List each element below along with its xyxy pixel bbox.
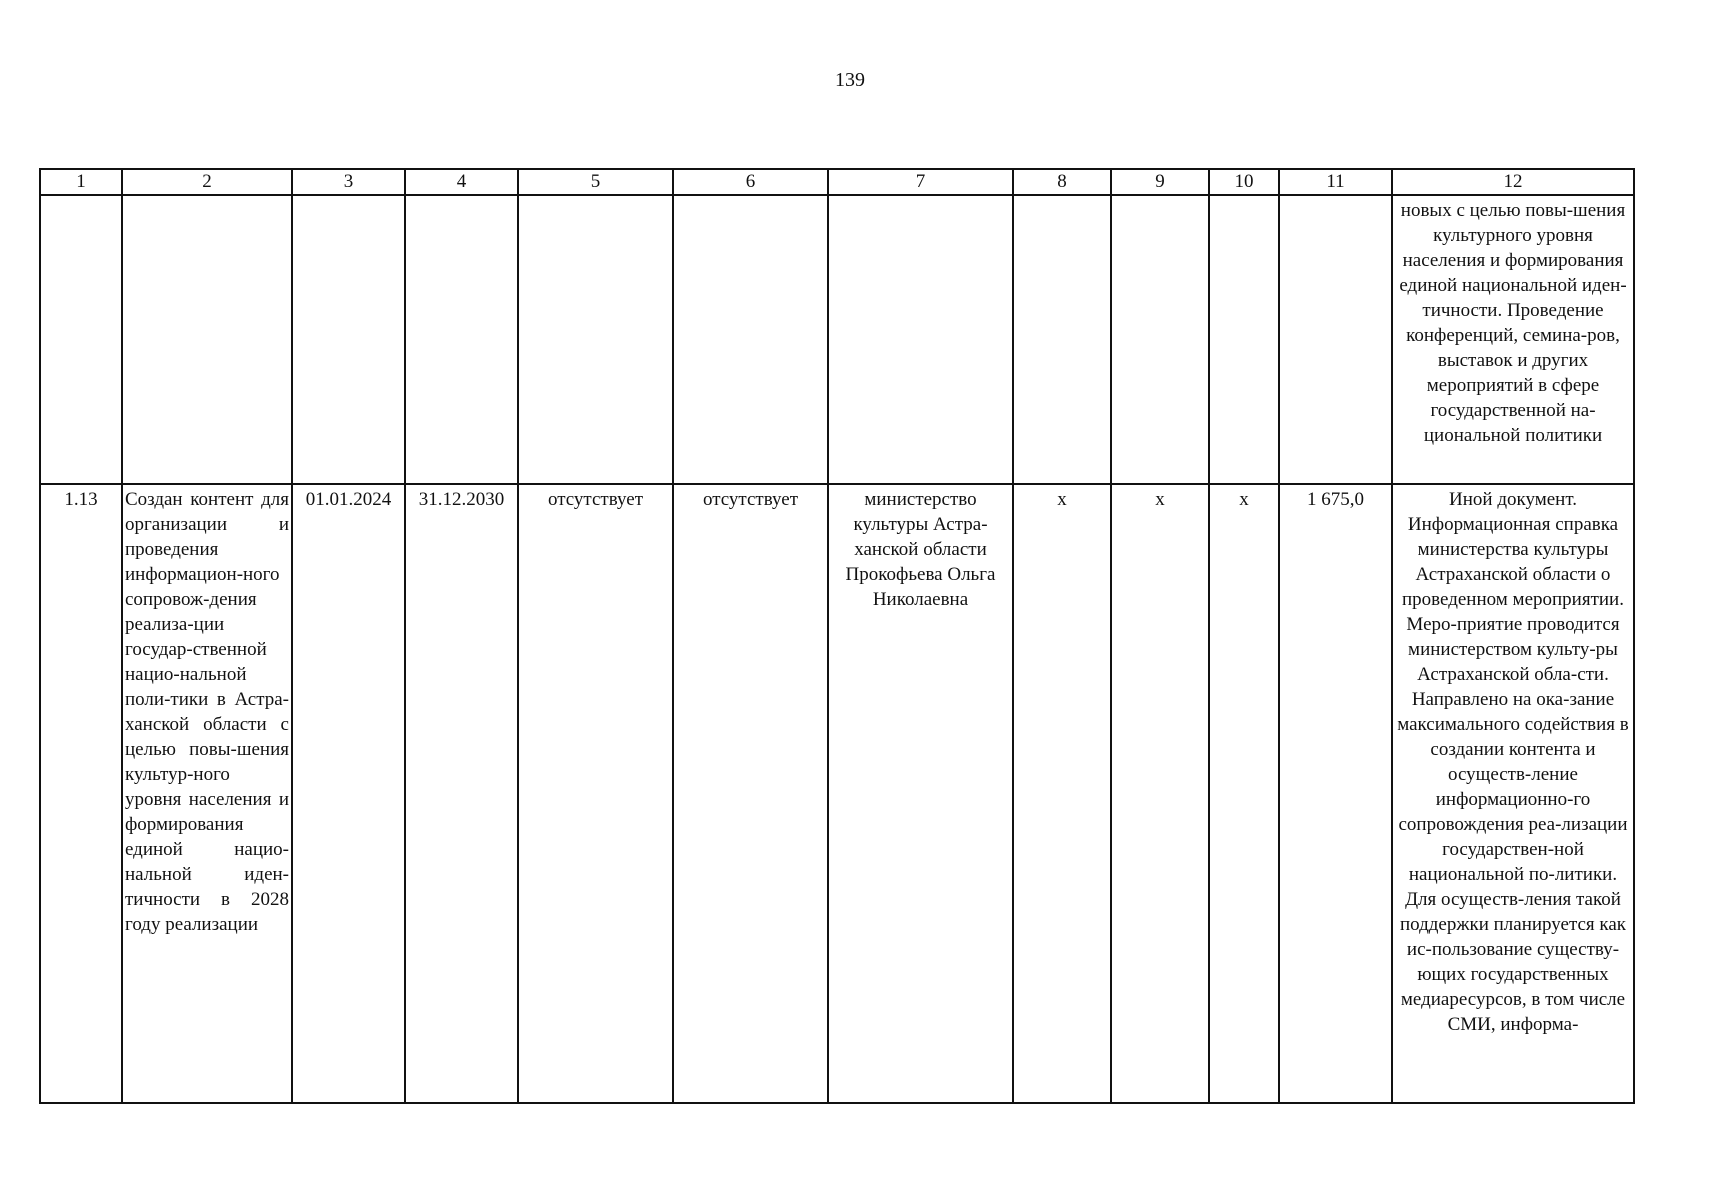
header-col-1: 1 [40,169,122,195]
cell-empty [1209,195,1279,484]
header-col-11: 11 [1279,169,1392,195]
cell-col-9: х [1111,484,1209,1103]
cell-result-description: Создан контент для организации и проведения информацион-ного сопровож-дения реализа-ции государ-ственной нацио-нальной поли-тики в Астра-ханской области с целью повы-шения культур-ного уровня населения и формирования единой нацио-нальной иден-тичности в 2028 году реализации [122,484,292,1103]
header-col-12: 12 [1392,169,1634,195]
cell-end-date: 31.12.2030 [405,484,518,1103]
cell-empty [292,195,405,484]
header-col-10: 10 [1209,169,1279,195]
page-number: 139 [835,69,865,91]
header-col-2: 2 [122,169,292,195]
header-col-8: 8 [1013,169,1111,195]
cell-start-date: 01.01.2024 [292,484,405,1103]
cell-amount: 1 675,0 [1279,484,1392,1103]
cell-col-5: отсутствует [518,484,673,1103]
cell-responsible: министерство культуры Астра-ханской области Прокофьева Ольга Николаевна [828,484,1013,1103]
cell-empty [673,195,828,484]
cell-empty [518,195,673,484]
cell-empty [1279,195,1392,484]
table-row-continuation [40,195,1634,484]
cell-item-number: 1.13 [40,484,122,1103]
header-col-5: 5 [518,169,673,195]
cell-empty [1111,195,1209,484]
header-row [40,169,1634,195]
cell-empty [1013,195,1111,484]
cell-empty [122,195,292,484]
cell-empty [405,195,518,484]
header-col-3: 3 [292,169,405,195]
cell-document-description: Иной документ. Информационная справка министерства культуры Астраханской области о проведенном мероприятии. Меро-приятие проводится министерством культу-ры Астраханской обла-сти. Направлено на ока-зание максимального содействия в создании контента и осуществ-ление информационно-го сопровождения реа-лизации государствен-ной национальной по-литики. Для осуществ-ления такой поддержки планируется как ис-пользование существу-ющих государственных медиаресурсов, в том числе СМИ, информа- [1392,484,1634,1103]
cell-empty [40,195,122,484]
table-row-1-13 [40,484,1634,1103]
cell-continuation-text: новых с целью повы-шения культурного уровня населения и формирования единой национальной иден-тичности. Проведение конференций, семина-ров, выставок и других мероприятий в сфере государственной на-циональной политики [1392,195,1634,484]
header-col-6: 6 [673,169,828,195]
header-col-9: 9 [1111,169,1209,195]
cell-col-8: х [1013,484,1111,1103]
header-col-7: 7 [828,169,1013,195]
measures-table [39,168,1635,1104]
cell-col-10: х [1209,484,1279,1103]
cell-col-6: отсутствует [673,484,828,1103]
cell-empty [828,195,1013,484]
header-col-4: 4 [405,169,518,195]
